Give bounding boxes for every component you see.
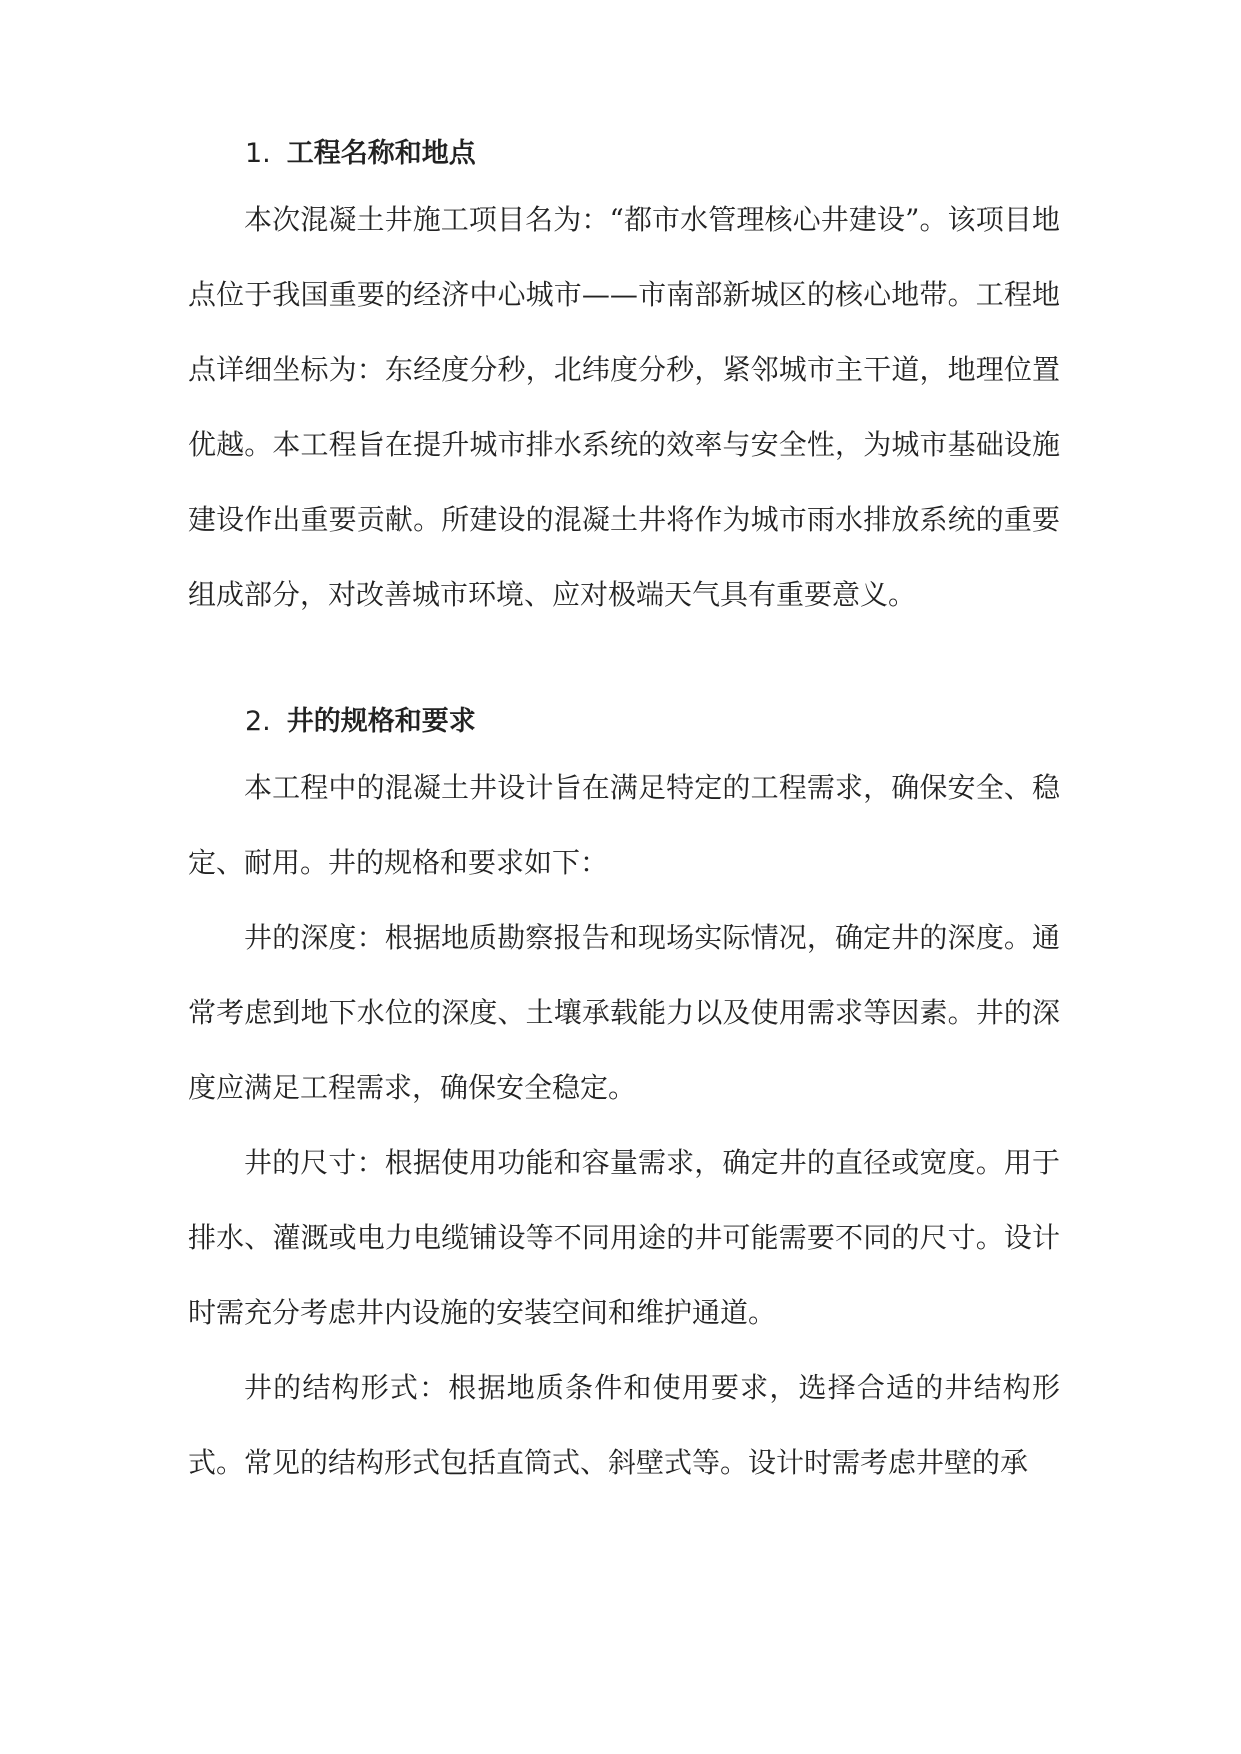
section-2-title: 井的规格和要求 bbox=[286, 706, 476, 737]
section-2-paragraph-2: 井的深度：根据地质勘察报告和现场实际情况，确定井的深度。通常考虑到地下水位的深度、土壤承载能力以及使用需求等因素。井的深度应满足工程需求，确保安全稳定。 bbox=[188, 921, 1060, 1104]
section-1-heading bbox=[245, 134, 476, 174]
section-1-number: 1. bbox=[245, 138, 271, 169]
section-2-number: 2. bbox=[245, 706, 271, 737]
section-1-title: 工程名称和地点 bbox=[286, 138, 476, 169]
section-1-paragraph-1: 本次混凝土井施工项目名为：“都市水管理核心井建设”。该项目地点位于我国重要的经济中心城市——市南部新城区的核心地带。工程地点详细坐标为：东经度分秒，北纬度分秒，紧邻城市主干道，地理位置优越。本工程旨在提升城市排水系统的效率与安全性，为城市基础设施建设作出重要贡献。所建设的混凝土井将作为城市雨水排放系统的重要组成部分，对改善城市环境、应对极端天气具有重要意义。 bbox=[188, 203, 1060, 611]
section-2-heading bbox=[245, 702, 476, 742]
section-2-paragraph-1: 本工程中的混凝土井设计旨在满足特定的工程需求，确保安全、稳定、耐用。井的规格和要求如下： bbox=[188, 771, 1060, 879]
section-2-paragraph-4: 井的结构形式：根据地质条件和使用要求，选择合适的井结构形式。常见的结构形式包括直筒式、斜壁式等。设计时需考虑井壁的承 bbox=[188, 1371, 1060, 1479]
section-2-paragraph-3: 井的尺寸：根据使用功能和容量需求，确定井的直径或宽度。用于排水、灌溉或电力电缆铺设等不同用途的井可能需要不同的尺寸。设计时需充分考虑井内设施的安装空间和维护通道。 bbox=[188, 1146, 1060, 1329]
